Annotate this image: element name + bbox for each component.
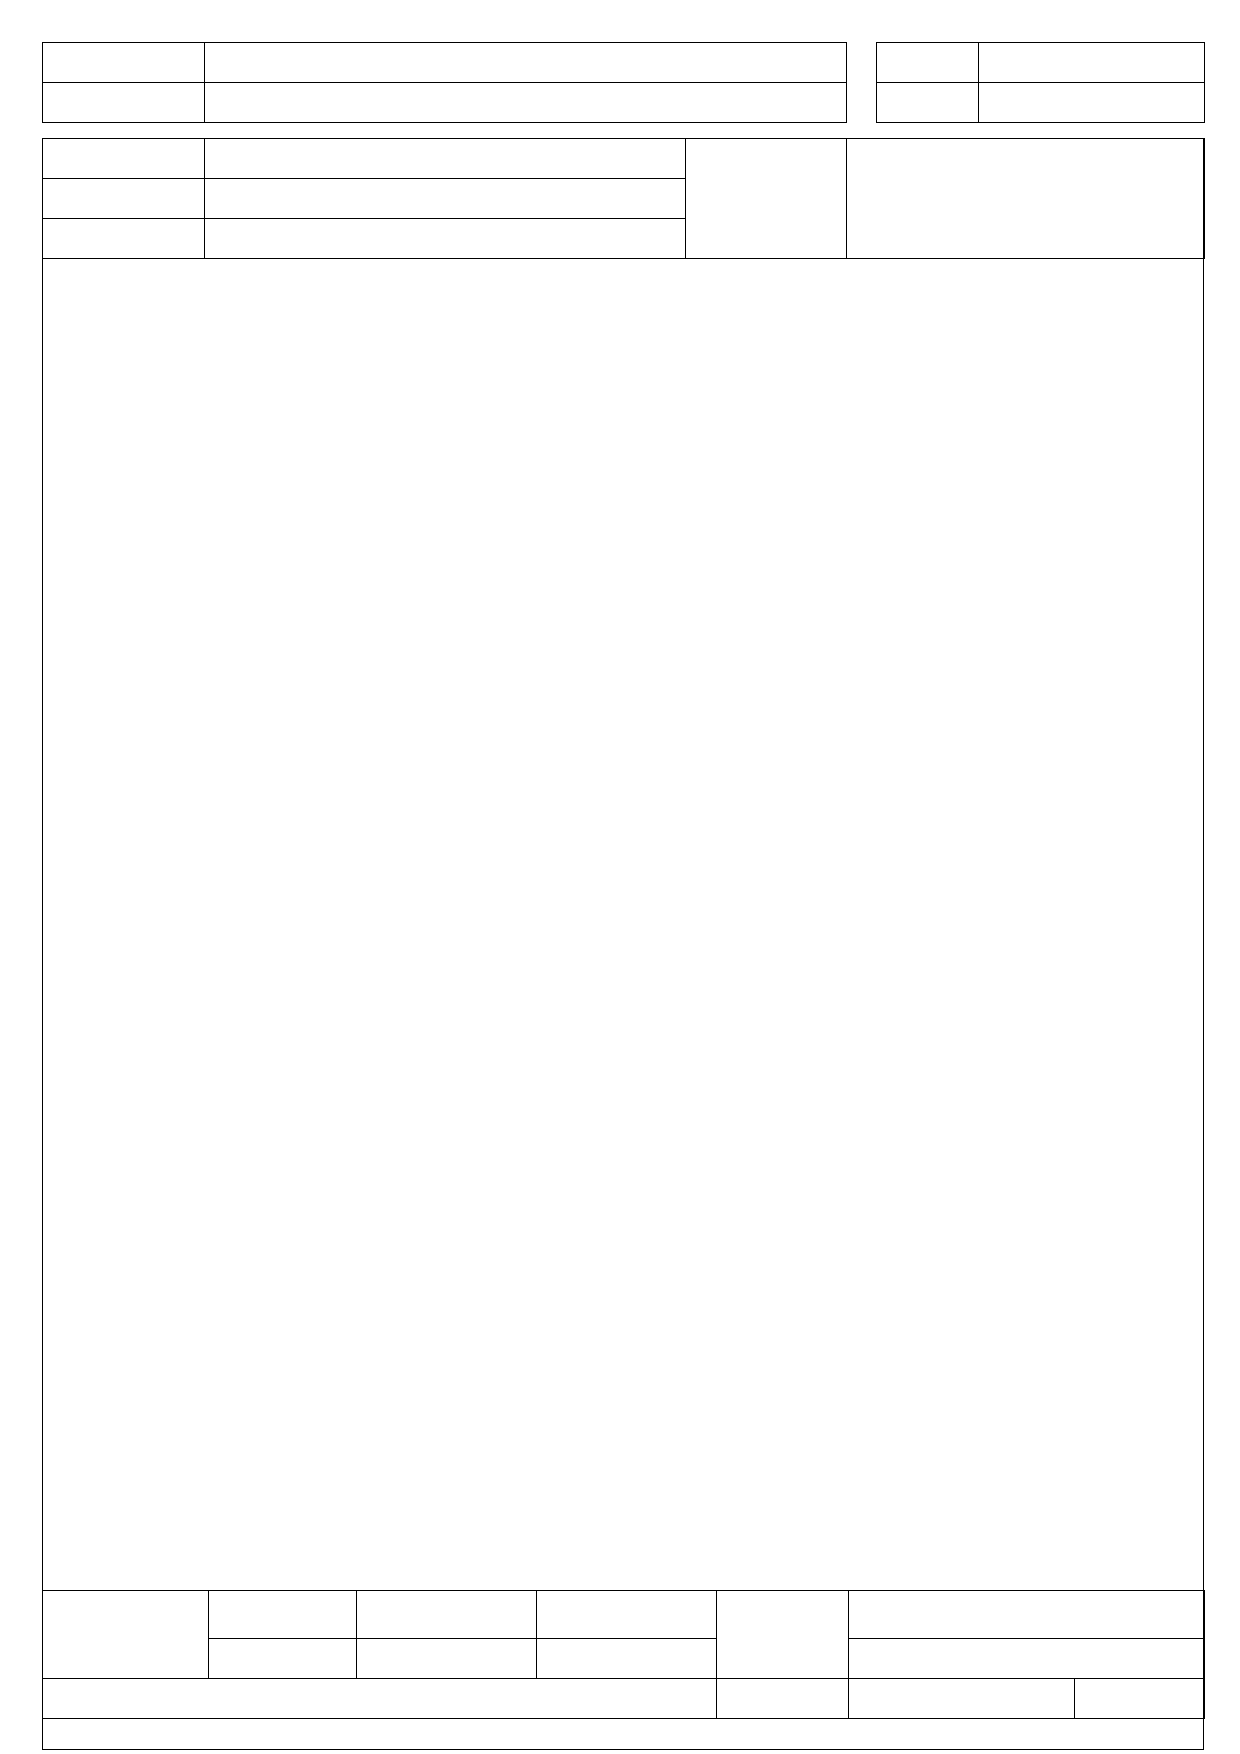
company-name bbox=[43, 1679, 717, 1719]
scale-label bbox=[357, 1591, 537, 1639]
product-description bbox=[849, 1591, 1205, 1639]
date-value bbox=[537, 1639, 717, 1679]
footer-model bbox=[849, 1639, 1205, 1679]
title-block bbox=[42, 1590, 1205, 1719]
date-label bbox=[537, 1591, 717, 1639]
unit-label bbox=[209, 1591, 357, 1639]
name-model-label bbox=[717, 1591, 849, 1679]
scale-value bbox=[357, 1639, 537, 1679]
unit-value bbox=[209, 1639, 357, 1679]
ref-number bbox=[849, 1679, 1075, 1719]
ref-label bbox=[717, 1679, 849, 1719]
document-type bbox=[1075, 1679, 1205, 1719]
projection-method bbox=[43, 1591, 209, 1679]
